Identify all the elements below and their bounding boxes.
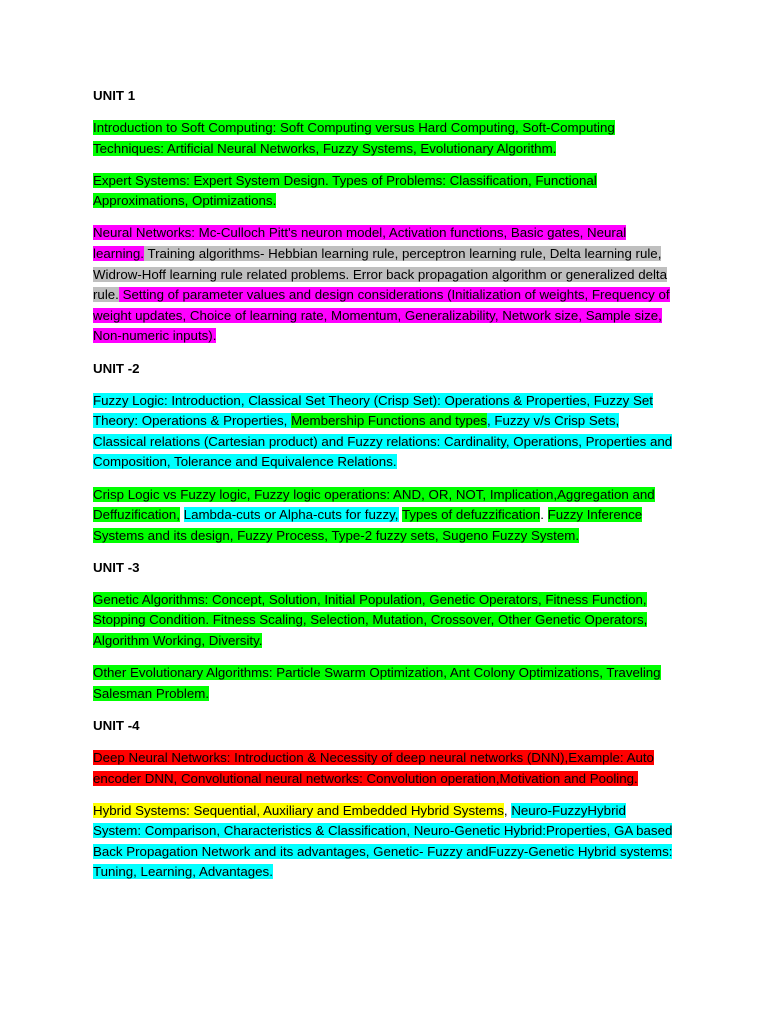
unit-heading: UNIT -4 xyxy=(93,717,140,733)
unit-heading: UNIT -2 xyxy=(93,360,140,376)
green-highlighted-text: Membership Functions and types xyxy=(291,413,487,429)
cyan-highlighted-text: Lambda-cuts or Alpha-cuts for fuzzy, xyxy=(183,507,399,523)
unit-paragraph xyxy=(93,223,675,347)
green-highlighted-text: Fuzzy Inference Systems and its design, Fuzzy Process, Type-2 fuzzy sets, Sugeno Fuzzy System. xyxy=(93,507,643,543)
green-highlighted-text: Types of defuzzification xyxy=(401,507,541,523)
yellow-highlighted-text: Hybrid Systems: Sequential, Auxiliary and Embedded Hybrid Systems xyxy=(93,802,504,818)
unit-paragraph xyxy=(93,748,675,789)
unit-paragraph xyxy=(93,590,675,652)
green-highlighted-text: Introduction to Soft Computing: Soft Computing versus Hard Computing, Soft-Computing Techniques: Artificial Neural Networks, Fuzzy Systems, Evolutionary Algorithm. xyxy=(93,120,615,156)
unit-paragraph xyxy=(93,118,675,159)
cyan-highlighted-text: Fuzzy Logic: Introduction, Classical Set Theory (Crisp Set): Operations & Properties, Fuzzy Set Theory: Operations & Properties, xyxy=(93,392,653,429)
unit-paragraph xyxy=(93,391,675,473)
green-highlighted-text: Crisp Logic vs Fuzzy logic, Fuzzy logic operations: AND, OR, NOT, Implication,Aggregation and Deffuzification, xyxy=(93,486,655,523)
plain-text: . xyxy=(540,507,548,523)
unit-paragraph xyxy=(93,171,675,212)
gray-highlighted-text: Training algorithms- Hebbian learning rule, perceptron learning rule, Delta learning rule, Widrow-Hoff learning rule related problems. Error back propagation algorithm or generalized delta rule. xyxy=(93,246,668,303)
cyan-highlighted-text: Neuro-FuzzyHybrid System: Comparison, Characteristics & Classification, Neuro-Genetic Hybrid:Properties, GA based Back Propagation Network and its advantages, Genetic- Fuzzy andFuzzy-Genetic Hybrid systems: Tuning, Learning, Advantages. xyxy=(93,802,673,880)
document-content xyxy=(93,86,675,895)
unit-paragraph xyxy=(93,663,675,704)
unit-paragraph xyxy=(93,801,675,883)
unit-heading: UNIT -3 xyxy=(93,559,140,575)
green-highlighted-text: Genetic Algorithms: Concept, Solution, Initial Population, Genetic Operators, Fitness Function, Stopping Condition. Fitness Scaling, Selection, Mutation, Crossover, Other Genetic Operators, Algorithm Working, Diversity. xyxy=(93,591,648,649)
pink-highlighted-text: Setting of parameter values and design considerations (Initialization of weights, Frequency of weight updates, Choice of learning rate, Momentum, Generalizability, Network size, Sample size, Non-numeric inputs). xyxy=(93,287,670,344)
unit-heading: UNIT 1 xyxy=(93,88,136,103)
green-highlighted-text: Other Evolutionary Algorithms: Particle Swarm Optimization, Ant Colony Optimizations, Traveling Salesman Problem. xyxy=(93,665,661,701)
cyan-highlighted-text: , Fuzzy v/s Crisp Sets, Classical relations (Cartesian product) and Fuzzy relations: Cardinality, Operations, Properties and Composition, Tolerance and Equivalence Relations. xyxy=(93,413,673,470)
green-highlighted-text: Expert Systems: Expert System Design. Types of Problems: Classification, Functional Approximations, Optimizations. xyxy=(93,172,597,209)
unit-paragraph xyxy=(93,485,675,547)
plain-text: , xyxy=(503,802,512,818)
pink-highlighted-text: Neural Networks: Mc-Culloch Pitt's neuron model, Activation functions, Basic gates, Neural learning. xyxy=(93,225,627,262)
red-highlighted-text: Deep Neural Networks: Introduction & Necessity of deep neural networks (DNN),Example: Auto encoder DNN, Convolutional neural networks: Convolution operation,Motivation and Pooling. xyxy=(93,749,654,786)
